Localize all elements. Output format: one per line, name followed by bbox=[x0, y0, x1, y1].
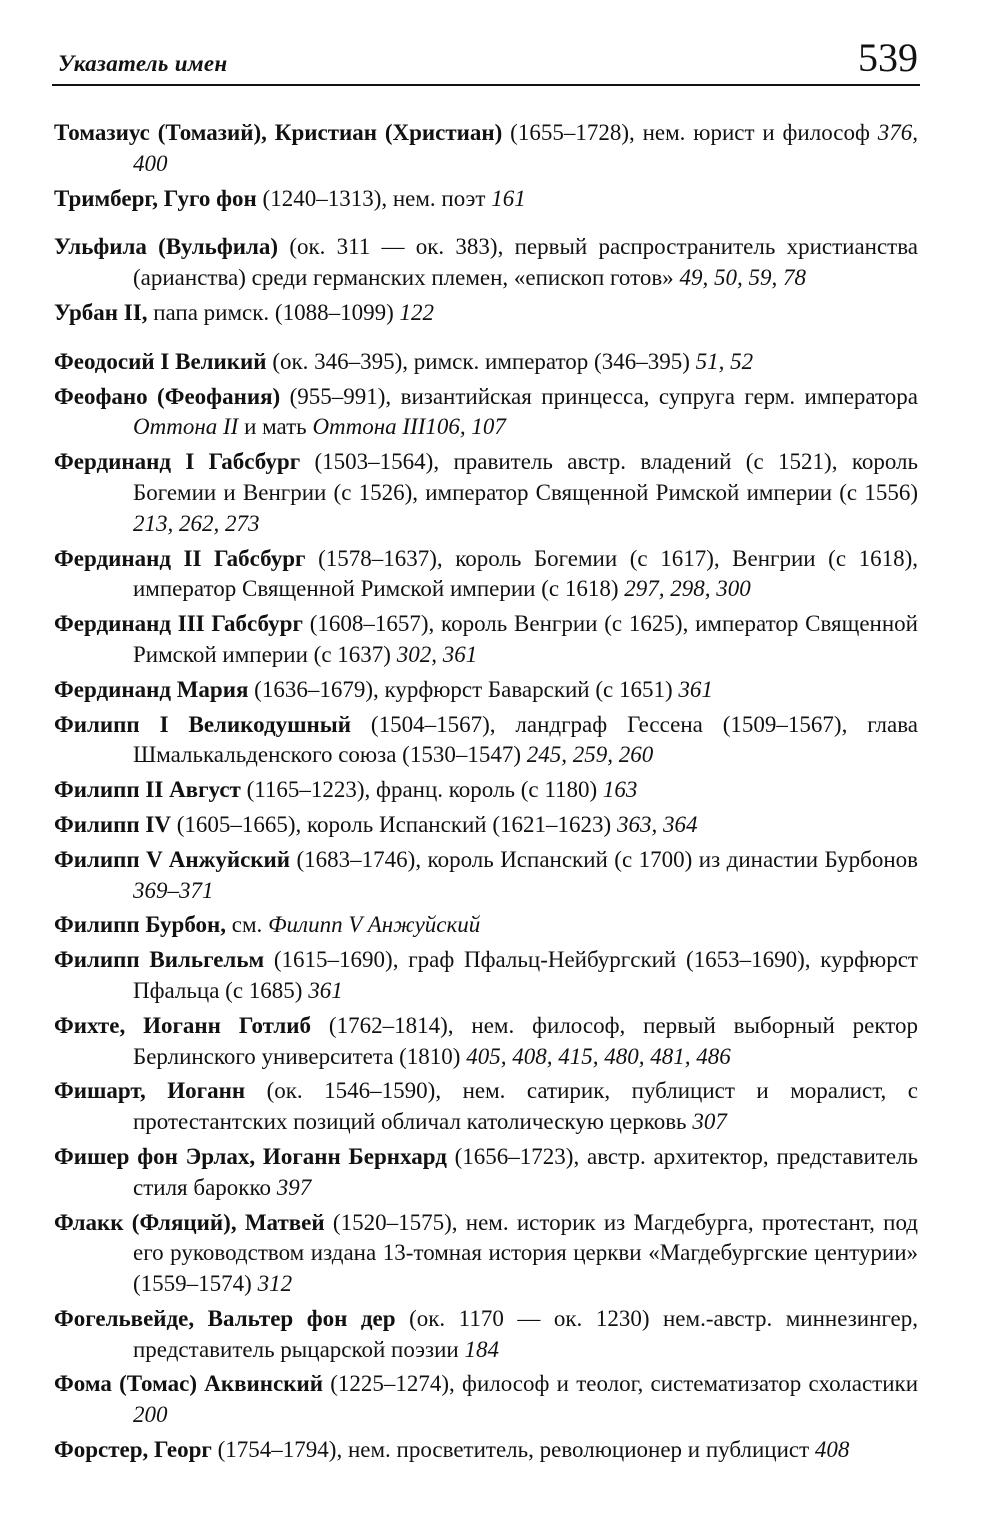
index-entry bbox=[54, 1435, 918, 1466]
entry-name: Фома (Томас) Аквинский bbox=[54, 1371, 323, 1397]
entry-pages: 361 bbox=[308, 977, 343, 1003]
entry-name: Филипп V Анжуйский bbox=[54, 846, 291, 872]
entry-name: Филипп I Великодушный bbox=[54, 711, 351, 737]
entry-name: Фердинанд Мария bbox=[54, 676, 249, 702]
entry-pages: 163 bbox=[602, 777, 638, 803]
entry-pages: 363, 364 bbox=[616, 811, 698, 837]
entry-name: Феодосий I Великий bbox=[54, 348, 267, 374]
entry-pages: 200 bbox=[133, 1402, 168, 1428]
index-entry bbox=[54, 232, 918, 294]
index-entry bbox=[54, 810, 918, 841]
index-entry bbox=[54, 1208, 918, 1300]
entry-text: (955–991), византийская принцесса, супруга герм. императора bbox=[280, 383, 918, 409]
entry-pages: 51, 52 bbox=[695, 348, 754, 374]
index-entry bbox=[54, 447, 918, 539]
page-number: 539 bbox=[858, 35, 918, 80]
running-title: Указатель имен bbox=[58, 51, 228, 76]
entry-cross-ref: Оттона II bbox=[133, 414, 239, 440]
entry-text: см. bbox=[226, 912, 269, 938]
entry-text: (1504–1567), ландграф Гессена (1509–1567), глава Шмалькальденского союза (1530–1547) bbox=[133, 711, 918, 768]
index-entry bbox=[54, 118, 918, 180]
entry-pages: 408 bbox=[814, 1437, 850, 1463]
entry-text: (1165–1223), франц. король (с 1180) bbox=[240, 777, 603, 803]
index-entry bbox=[54, 298, 918, 329]
entry-pages: 369–371 bbox=[133, 877, 214, 903]
entry-text: (1520–1575), нем. историк из Магдебурга, протестант, под его руководством издана 13-томная история церкви «Магдебургские центурии» (1559–1574) bbox=[133, 1209, 918, 1297]
entry-name: Урбан II, bbox=[54, 299, 148, 325]
entry-text: (1615–1690), граф Пфальц-Нейбургский (1653–1690), курфюрст Пфальца (с 1685) bbox=[133, 947, 918, 1003]
entry-pages: 302, 361 bbox=[396, 641, 478, 667]
entry-name: Фердинанд III Габсбург bbox=[54, 611, 303, 637]
entry-pages: 307 bbox=[692, 1109, 727, 1135]
entry-name: Филипп Вильгельм bbox=[54, 947, 265, 973]
entry-name: Фишер фон Эрлах, Иоганн Бернхард bbox=[54, 1143, 447, 1169]
entry-text: (1656–1723), австр. архитектор, представитель стиля барокко bbox=[133, 1143, 918, 1200]
entry-pages: 49, 50, 59, 78 bbox=[679, 265, 806, 291]
index-entry bbox=[54, 1369, 918, 1431]
entry-name: Томазиус (Томазий), Кристиан (Христиан) bbox=[54, 120, 503, 145]
entry-text: (1683–1746), король Испанский (с 1700) из династии Бурбонов bbox=[290, 846, 919, 872]
entry-text: (ок. 346–395), римск. император (346–395) bbox=[266, 348, 696, 374]
entry-text: (1655–1728), нем. юрист и философ bbox=[502, 120, 878, 145]
entry-text: (1225–1274), философ и теолог, систематизатор схоластики bbox=[322, 1371, 919, 1397]
entry-pages: 297, 298, 300 bbox=[624, 576, 751, 602]
entry-cross-ref: Филипп V Анжуйский bbox=[268, 912, 481, 938]
entry-text: (1608–1657), король Венгрии (с 1625), император Священной Римской империи (с 1637) bbox=[133, 611, 918, 667]
index-entry bbox=[54, 1076, 918, 1138]
entry-pages: 361 bbox=[678, 676, 713, 702]
entry-pages: 312 bbox=[257, 1271, 293, 1297]
entry-name: Фогельвейде, Вальтер фон дер bbox=[54, 1305, 396, 1331]
index-entry bbox=[54, 775, 918, 806]
entry-pages: 122 bbox=[399, 299, 434, 325]
entry-pages: 376, 400 bbox=[133, 120, 918, 176]
entry-name: Флакк (Фляций), Матвей bbox=[54, 1209, 325, 1235]
index-entry bbox=[54, 1304, 918, 1366]
entry-pages: 405, 408, 415, 480, 481, 486 bbox=[466, 1043, 731, 1069]
entry-name: Фердинанд I Габсбург bbox=[54, 449, 301, 475]
index-entry bbox=[54, 382, 918, 444]
entry-name: Тримберг, Гуго фон bbox=[54, 185, 257, 211]
entry-pages: 397 bbox=[276, 1174, 312, 1200]
index-entry bbox=[54, 675, 918, 706]
index-entry bbox=[54, 845, 918, 907]
index-entry bbox=[54, 1142, 918, 1204]
entry-pages: 213, 262, 273 bbox=[133, 510, 260, 536]
entry-text: (ок. 1546–1590), нем. сатирик, публицист и моралист, с протестантских позиций обличал католическую церковь bbox=[133, 1078, 918, 1135]
page-header bbox=[52, 34, 920, 84]
entry-text: (1578–1637), король Богемии (с 1617), Венгрии (с 1618), император Священной Римской империи (с 1618) bbox=[133, 545, 919, 602]
entry-name: Филипп IV bbox=[54, 811, 171, 837]
header-rule bbox=[52, 84, 920, 86]
entry-cross-ref: Оттона III bbox=[312, 414, 426, 440]
entry-pages: 245, 259, 260 bbox=[526, 742, 654, 768]
index-entry bbox=[54, 609, 918, 671]
entry-text: (1605–1665), король Испанский (1621–1623) bbox=[170, 811, 617, 837]
entry-text: и мать bbox=[238, 414, 313, 440]
entry-pages: 106, 107 bbox=[425, 414, 506, 440]
index-entry bbox=[54, 544, 918, 606]
entry-text: (1754–1794), нем. просветитель, революционер и публицист bbox=[211, 1437, 815, 1463]
entry-text: (1503–1564), правитель австр. владений (с 1521), король Богемии и Венгрии (с 1526), император Священной Римской империи (с 1556) bbox=[133, 449, 918, 505]
entry-text: (1240–1313), нем. поэт bbox=[256, 185, 492, 211]
entry-name: Феофано (Феофания) bbox=[54, 383, 281, 409]
entry-name: Фишарт, Иоганн bbox=[54, 1078, 246, 1104]
entry-name: Филипп II Август bbox=[54, 777, 241, 803]
index-entry bbox=[54, 1011, 918, 1073]
entry-text: (ок. 1170 — ок. 1230) нем.-австр. миннезингер, представитель рыцарской поэзии bbox=[133, 1305, 918, 1362]
entry-text: (1636–1679), курфюрст Баварский (с 1651) bbox=[248, 676, 679, 702]
entry-text: (1762–1814), нем. философ, первый выборный ректор Берлинского университета (1810) bbox=[133, 1012, 918, 1069]
entry-name: Ульфила (Вульфила) bbox=[54, 234, 279, 260]
entry-name: Филипп Бурбон, bbox=[54, 912, 227, 938]
entry-text: (ок. 311 — ок. 383), первый распространитель христианства (арианства) среди германских племен, «епископ готов» bbox=[133, 234, 918, 291]
entry-text: папа римск. (1088–1099) bbox=[147, 299, 400, 325]
index-entry bbox=[54, 184, 918, 215]
entry-name: Фихте, Иоганн Готлиб bbox=[54, 1012, 312, 1038]
entry-pages: 161 bbox=[491, 185, 526, 211]
index-entry bbox=[54, 910, 918, 941]
index-entry bbox=[54, 347, 918, 378]
index-entry bbox=[54, 945, 918, 1007]
entry-name: Форстер, Георг bbox=[54, 1437, 212, 1463]
index-entry bbox=[54, 710, 918, 772]
index-entries bbox=[54, 118, 918, 1470]
entry-name: Фердинанд II Габсбург bbox=[54, 545, 306, 571]
entry-pages: 184 bbox=[464, 1336, 499, 1362]
